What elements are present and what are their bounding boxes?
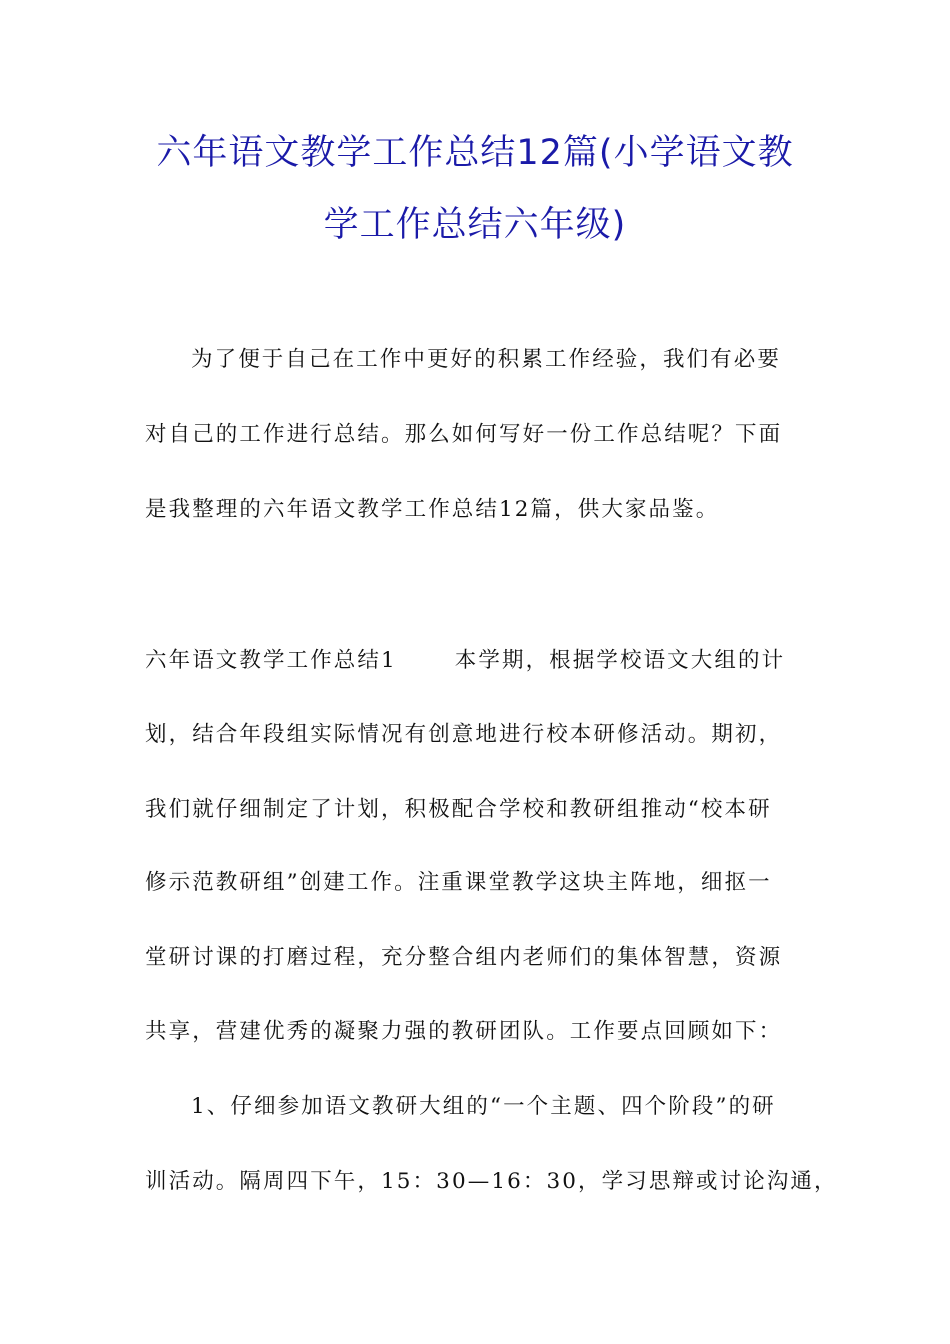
section-1-heading: 六年语文教学工作总结1 bbox=[145, 648, 397, 673]
section-1-line-6: 共享，营建优秀的凝聚力强的教研团队。工作要点回顾如下： bbox=[145, 1019, 783, 1044]
section-1-line-3: 我们就仔细制定了计划，积极配合学校和教研组推动“校本研 bbox=[145, 797, 772, 822]
section-1-first-line bbox=[145, 648, 825, 674]
point-1-line-2: 训活动。隔周四下午，15：30—16：30，学习思辩或讨论沟通， bbox=[145, 1169, 838, 1194]
section-1-line-2: 划，结合年段组实际情况有创意地进行校本研修活动。期初， bbox=[145, 722, 783, 747]
document-title-line-2: 学工作总结六年级) bbox=[323, 205, 627, 245]
intro-line-1: 为了便于自己在工作中更好的积累工作经验，我们有必要 bbox=[191, 347, 782, 372]
document-title-line-1: 六年语文教学工作总结12篇(小学语文教 bbox=[156, 133, 794, 173]
section-1-line-5: 堂研讨课的打磨过程，充分整合组内老师们的集体智慧，资源 bbox=[145, 945, 783, 970]
section-1-first-text: 本学期，根据学校语文大组的计 bbox=[454, 648, 786, 673]
intro-line-3: 是我整理的六年语文教学工作总结12篇，供大家品鉴。 bbox=[145, 497, 720, 522]
point-1-line-1: 1、仔细参加语文教研大组的“一个主题、四个阶段”的研 bbox=[191, 1094, 776, 1119]
intro-line-2: 对自己的工作进行总结。那么如何写好一份工作总结呢？下面 bbox=[145, 422, 783, 447]
section-1-line-4: 修示范教研组”创建工作。注重课堂教学这块主阵地，细抠一 bbox=[145, 870, 772, 895]
